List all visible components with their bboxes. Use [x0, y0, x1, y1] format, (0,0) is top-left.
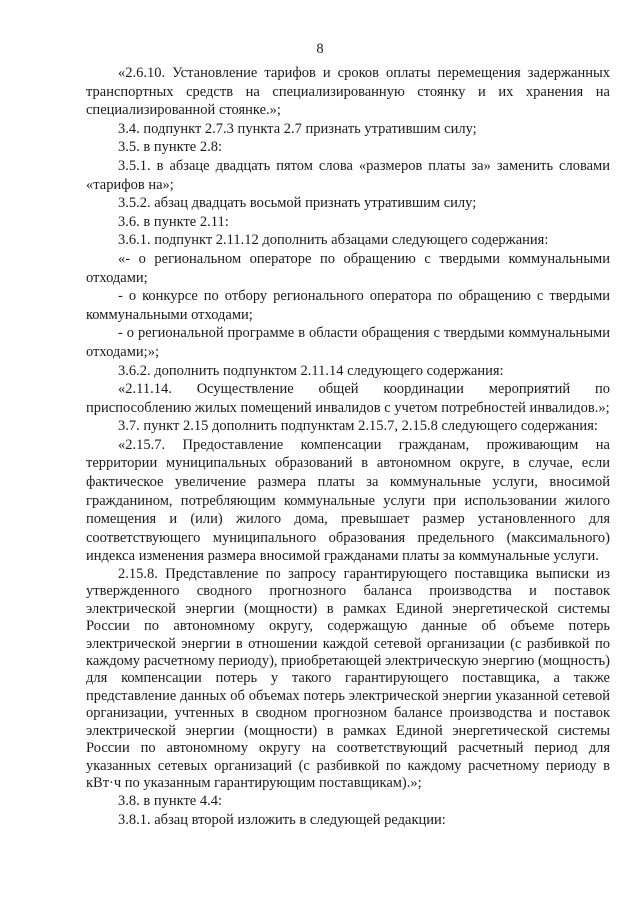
document-body [86, 64, 610, 830]
paragraph: 3.5. в пункте 2.8: [118, 139, 223, 156]
paragraph: 3.4. подпункт 2.7.3 пункта 2.7 признать утратившим силу; [118, 120, 477, 137]
paragraph: 3.8.1. абзац второй изложить в следующей редакции: [118, 811, 446, 828]
paragraph: 3.6.1. подпункт 2.11.12 дополнить абзацами следующего содержания: [118, 232, 549, 249]
paragraph: «2.15.7. Предоставление компенсации гражданам, проживающим на территории муниципальных образований в автономном округе, в случае, если фактическое увеличение размера платы за коммунальные услуги, вносимой гражданином, потребляющим коммунальные услуги при использовании жилого помещения и (или) жилого дома, превышает размер установленного для соответствующего муниципального образования предельного (максимального) индекса изменения размера вносимой гражданами платы за коммунальные услуги. [86, 436, 610, 565]
page-number: 8 [316, 41, 324, 57]
paragraph: 3.6. в пункте 2.11: [118, 213, 229, 230]
paragraph: 3.5.2. абзац двадцать восьмой признать утратившим силу; [118, 195, 477, 212]
paragraph: 3.6.2. дополнить подпунктом 2.11.14 следующего содержания: [118, 362, 504, 379]
paragraph: - о конкурсе по отбору регионального оператора по обращению с твердыми коммунальными отходами; [86, 288, 610, 323]
paragraph: 3.5.1. в абзаце двадцать пятом слова «размеров платы за» заменить словами «тарифов на»; [86, 157, 610, 193]
paragraph: 3.8. в пункте 4.4: [118, 793, 223, 810]
paragraph: - о региональной программе в области обращения с твердыми коммунальными отходами;»; [86, 325, 610, 360]
paragraph: 3.7. пункт 2.15 дополнить подпунктам 2.15.7, 2.15.8 следующего содержания: [118, 418, 598, 435]
paragraph: «2.6.10. Установление тарифов и сроков оплаты перемещения задержанных транспортных средств на специализированную стоянку и их хранения на специализированной стоянке.»; [86, 65, 610, 119]
paragraph: «2.11.14. Осуществление общей координации мероприятий по приспособлению жилых помещений инвалидов с учетом потребностей инвалидов.»; [86, 381, 610, 416]
paragraph: «- о региональном операторе по обращению с твердыми коммунальными отходами; [86, 250, 610, 286]
paragraph: 2.15.8. Представление по запросу гарантирующего поставщика выписки из утвержденного сводного прогнозного баланса производства и поставок электрической энергии (мощности) в рамках Единой энергетической системы России по автономному округу, содержащую данные об объеме потерь электрической энергии в отношении каждой сетевой организации (с разбивкой по каждому расчетному периоду), приобретающей электрическую энергию (мощность) для компенсации потерь у такого гарантирующего поставщика, а также представление данных об объемах потерь электрической энергии указанной сетевой организации, учтенных в сводном прогнозном балансе производства и поставок электрической энергии (мощности) в рамках Единой энергетической системы России по автономному округу на соответствующий расчетный период для указанных сетевых организаций (с разбивкой по каждому расчетному периоду в кВт·ч по указанным гарантирующим поставщикам).»; [86, 566, 610, 791]
